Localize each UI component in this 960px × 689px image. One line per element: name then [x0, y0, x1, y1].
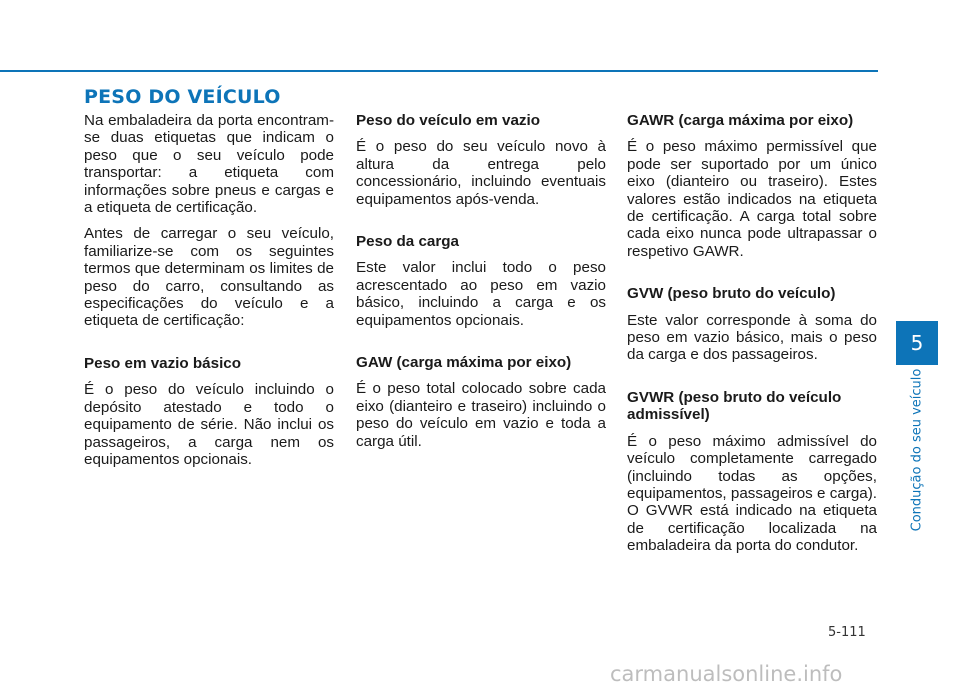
body-gawr: É o peso máximo permissível que pode ser suportado por um único eixo (dianteiro ou traseiro). Estes valores estão indicados na etiqueta de certificação. A carga total sobre cada eixo nunca pode ultrapassar o respetivo GAWR. [627, 138, 877, 260]
heading-gawr: GAWR (carga máxima por eixo) [627, 112, 854, 129]
body-peso-vazio-basico: É o peso do veículo incluindo o depósito atestado e todo o equipamento de série. Não inclui os passageiros, a carga nem os equipamentos opcionais. [84, 381, 334, 468]
heading-peso-veiculo-vazio: Peso do veículo em vazio [356, 112, 541, 129]
heading-peso-vazio-basico: Peso em vazio básico [84, 354, 242, 372]
body-peso-carga: Este valor inclui todo o peso acrescentado ao peso em vazio básico, incluindo a carga e os equipamentos opcionais. [356, 259, 606, 329]
body-peso-veiculo-vazio: É o peso do seu veículo novo à altura da entrega pelo concessionário, incluindo eventuais equipamentos após-venda. [356, 138, 606, 208]
section-title: PESO DO VEÍCULO [84, 86, 281, 108]
intro-paragraph-2: Antes de carregar o seu veículo, familiarize-se com os seguintes termos que determinam os limites de peso do carro, consultando as especificações do veículo e a etiqueta de certificação: [84, 225, 334, 330]
chapter-title-label: Condução do seu veículo [909, 368, 925, 532]
heading-gaw: GAW (carga máxima por eixo) [356, 354, 572, 372]
watermark: carmanualsonline.info [610, 662, 843, 686]
heading-peso-carga: Peso da carga [356, 233, 459, 251]
text-column-3 [627, 112, 877, 564]
heading-gvwr: GVWR (peso bruto do veículo admissível) [627, 388, 842, 424]
chapter-number-tab: 5 [896, 321, 938, 365]
body-gvwr: É o peso máximo admissível do veículo completamente carregado (incluindo todas as opções, equipamentos, passageiros e carga). O GVWR está indicado na etiqueta de certificação localizada na embaladeira da porta do condutor. [627, 432, 877, 555]
heading-gvw: GVW (peso bruto do veículo) [627, 285, 836, 303]
header-rule [0, 70, 878, 72]
body-gaw: É o peso total colocado sobre cada eixo (dianteiro e traseiro) incluindo o peso do veículo em vazio e toda a carga útil. [356, 380, 606, 450]
text-column-2 [356, 112, 606, 459]
page-number: 5-111 [828, 625, 866, 640]
text-column-1 [84, 112, 334, 477]
body-gvw: Este valor corresponde à soma do peso em vazio básico, mais o peso da carga e dos passageiros. [627, 311, 877, 364]
intro-paragraph: Na embaladeira da porta encontram-se duas etiquetas que indicam o peso que o seu veículo pode transportar: a etiqueta com informações sobre pneus e cargas e a etiqueta de certificação. [84, 112, 334, 217]
